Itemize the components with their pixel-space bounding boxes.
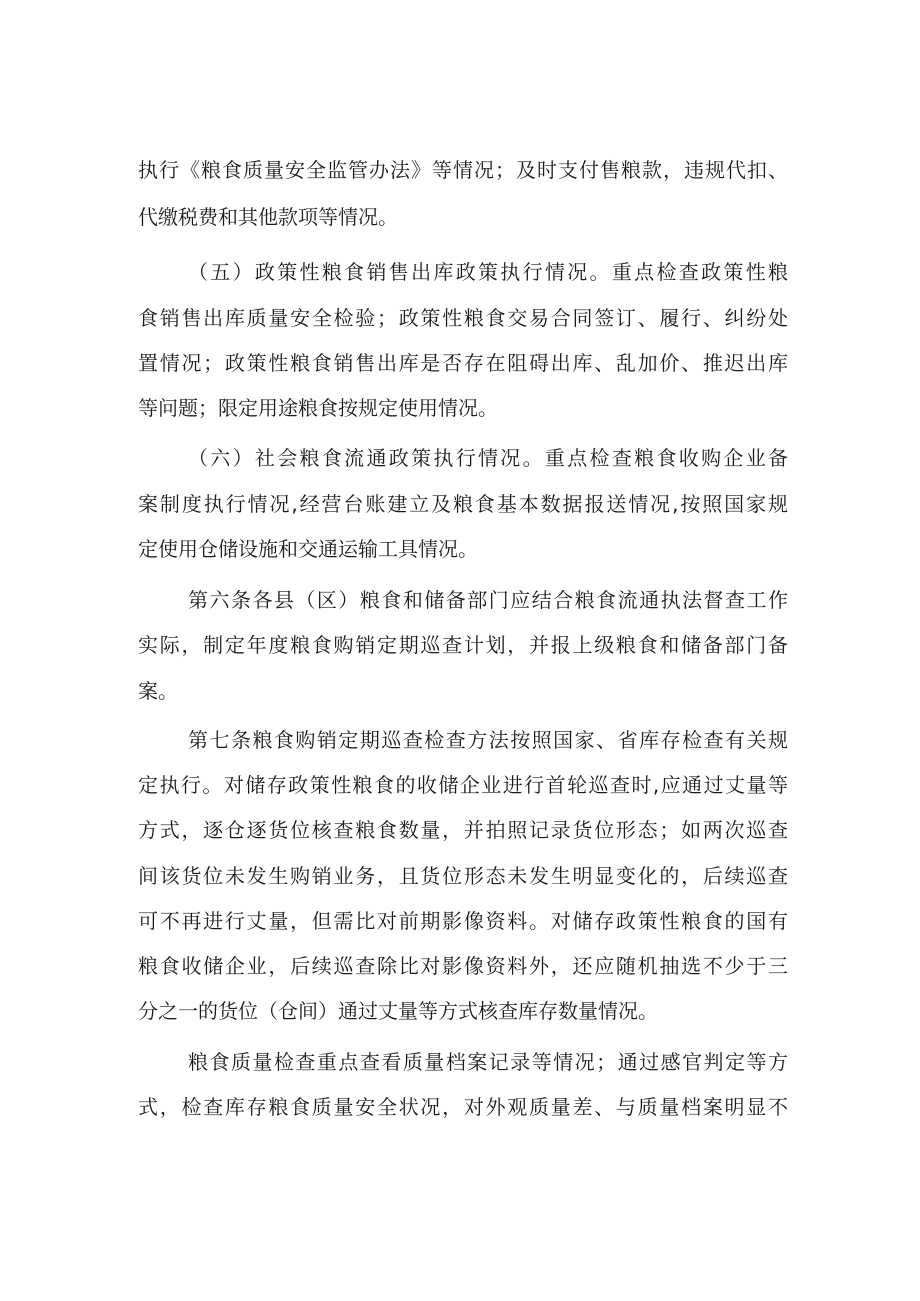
body-line: 间该货位未发生购销业务，且货位形态未发生明显变化的，后续巡查 [138, 864, 788, 888]
body-line: 置情况；政策性粮食销售出库是否存在阻碍出库、乱加价、推迟出库 [138, 351, 788, 375]
body-line: 定执行。对储存政策性粮食的收储企业进行首轮巡查时,应通过丈量等 [138, 773, 788, 797]
body-line: 执行《粮食质量安全监管办法》等情况；及时支付售粮款，违规代扣、 [138, 158, 788, 182]
body-line: 案。 [138, 679, 178, 703]
body-line: 代缴税费和其他款项等情况。 [138, 205, 398, 229]
body-line: 粮食收储企业，后续巡查除比对影像资料外，还应随机抽选不少于三 [138, 954, 788, 978]
body-line: 实际，制定年度粮食购销定期巡查计划，并报上级粮食和储备部门备 [138, 633, 788, 657]
body-line: （六）社会粮食流通政策执行情况。重点检查粮食收购企业备 [188, 446, 788, 470]
body-line: 式，检查库存粮食质量安全状况，对外观质量差、与质量档案明显不 [138, 1095, 788, 1119]
body-line: 第七条粮食购销定期巡查检查方法按照国家、省库存检查有关规 [188, 728, 788, 752]
body-line: 食销售出库质量安全检验；政策性粮食交易合同签订、履行、纠纷处 [138, 306, 788, 330]
body-line: 定使用仓储设施和交通运输工具情况。 [138, 537, 478, 561]
body-line: 第六条各县（区）粮食和储备部门应结合粮食流通执法督查工作 [188, 588, 788, 612]
body-line: 分之一的货位（仓间）通过丈量等方式核查库存数量情况。 [138, 999, 658, 1023]
body-line: 方式，逐仓逐货位核查粮食数量，并拍照记录货位形态；如两次巡查 [138, 818, 788, 842]
body-line: 等问题；限定用途粮食按规定使用情况。 [138, 396, 498, 420]
body-line: （五）政策性粮食销售出库政策执行情况。重点检查政策性粮 [188, 260, 788, 284]
body-line: 可不再进行丈量，但需比对前期影像资料。对储存政策性粮食的国有 [138, 909, 788, 933]
body-line: 案制度执行情况,经营台账建立及粮食基本数据报送情况,按照国家规 [138, 492, 788, 516]
body-line: 粮食质量检查重点查看质量档案记录等情况；通过感官判定等方 [188, 1050, 788, 1074]
